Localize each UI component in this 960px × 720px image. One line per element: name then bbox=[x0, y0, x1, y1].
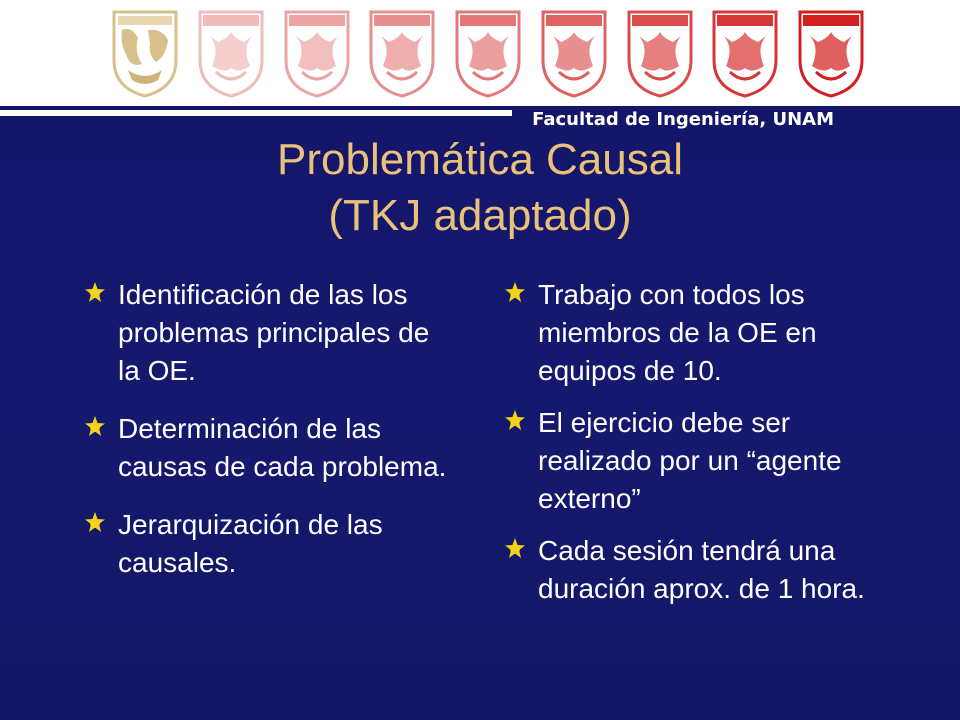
bullet-burst-icon bbox=[84, 512, 106, 534]
bullet-item bbox=[84, 410, 456, 486]
logo-strip bbox=[108, 8, 868, 98]
faculty-label: Facultad de Ingeniería, UNAM bbox=[532, 109, 834, 130]
slide-title-line-1: Problemática Causal bbox=[277, 135, 683, 184]
bullet-burst-icon bbox=[504, 282, 526, 304]
bullet-item bbox=[84, 276, 456, 390]
bullet-burst-icon bbox=[504, 410, 526, 432]
ingenieria-shield-icon bbox=[194, 8, 268, 98]
bullet-item bbox=[504, 532, 880, 608]
bullet-text: Trabajo con todos los miembros de la OE en equipos de 10. bbox=[538, 279, 817, 386]
bullet-text: Determinación de las causas de cada problema. bbox=[118, 413, 447, 482]
bullet-text: El ejercicio debe ser realizado por un “agente externo” bbox=[538, 407, 842, 514]
ingenieria-shield-icon bbox=[280, 8, 354, 98]
unam-seal-icon bbox=[108, 8, 182, 98]
bullet-text: Identificación de las los problemas principales de la OE. bbox=[118, 279, 430, 386]
header-divider bbox=[0, 110, 512, 116]
bullet-burst-icon bbox=[504, 538, 526, 560]
bullet-burst-icon bbox=[84, 282, 106, 304]
header-banner bbox=[0, 0, 960, 106]
slide-title-line-2: (TKJ adaptado) bbox=[328, 191, 632, 240]
ingenieria-shield-icon bbox=[623, 8, 697, 98]
ingenieria-shield-icon bbox=[365, 8, 439, 98]
ingenieria-shield-icon bbox=[451, 8, 525, 98]
left-bullet-column bbox=[84, 276, 456, 602]
bullet-burst-icon bbox=[84, 416, 106, 438]
right-bullet-column bbox=[504, 276, 880, 622]
bullet-item bbox=[504, 276, 880, 390]
ingenieria-shield-icon bbox=[794, 8, 868, 98]
slide-title bbox=[130, 132, 830, 244]
bullet-text: Jerarquización de las causales. bbox=[118, 509, 383, 578]
bullet-text: Cada sesión tendrá una duración aprox. de 1 hora. bbox=[538, 535, 865, 604]
ingenieria-shield-icon bbox=[708, 8, 782, 98]
ingenieria-shield-icon bbox=[537, 8, 611, 98]
bullet-item bbox=[504, 404, 880, 518]
bullet-item bbox=[84, 506, 456, 582]
